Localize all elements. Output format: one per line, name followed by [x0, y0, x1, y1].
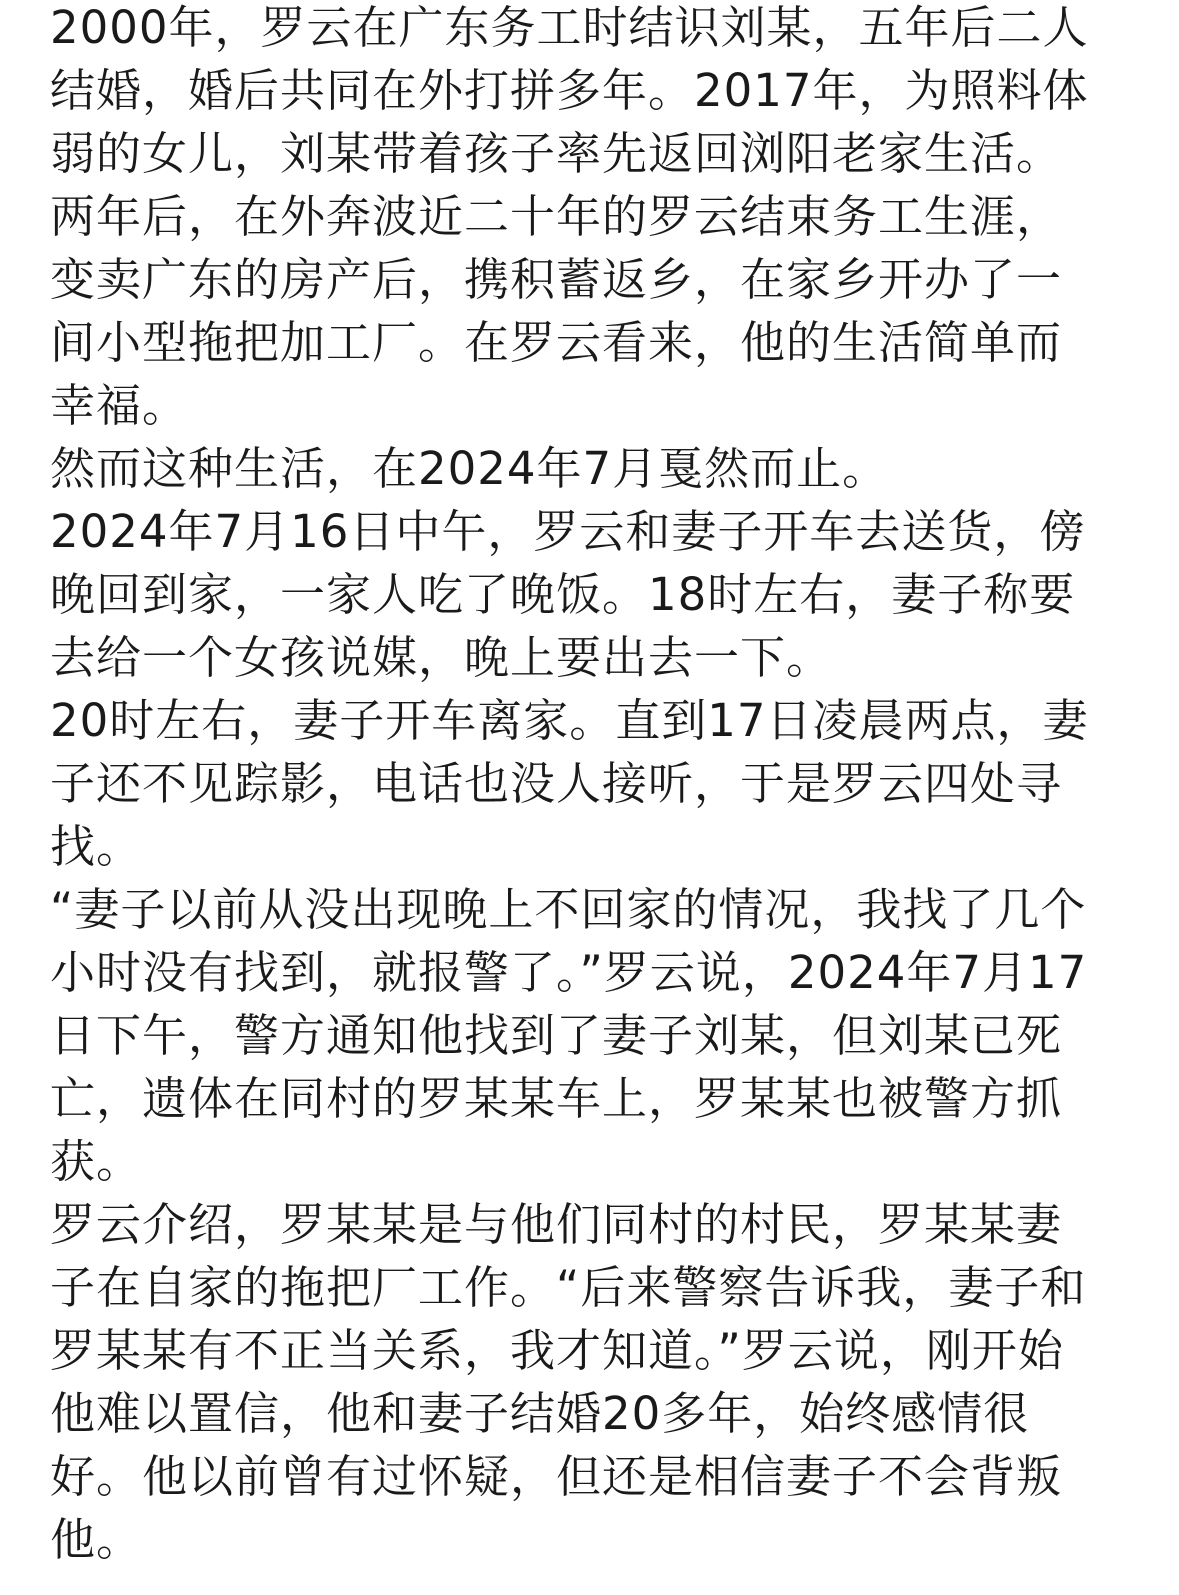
paragraph-july-16: 2024年7月16日中午，罗云和妻子开车去送货，傍 晚回到家，一家人吃了晚饭。18时左右，妻子称要 去给一个女孩说媒，晚上要出去一下。 — [50, 505, 1086, 684]
article-body — [50, 0, 1140, 1571]
paragraph-police-report: “妻子以前从没出现晚上不回家的情况，我找了几个 小时没有找到，就报警了。”罗云说，2024年7月17 日下午，警方通知他找到了妻子刘某，但刘某已死 亡，遗体在同村的罗某某车上，罗某某也被警方抓 获。 — [50, 883, 1088, 1188]
paragraph-affair-revealed: 罗云介绍，罗某某是与他们同村的村民，罗某某妻 子在自家的拖把厂工作。“后来警察告诉我，妻子和 罗某某有不正当关系，我才知道。”罗云说，刚开始 他难以置信，他和妻子结婚20多年，始终感情很 好。他以前曾有过怀疑，但还是相信妻子不会背叛 他。 — [50, 1198, 1087, 1566]
paragraph-turning-point: 然而这种生活，在2024年7月戛然而止。 — [50, 442, 889, 495]
paragraph-wife-missing: 20时左右，妻子开车离家。直到17日凌晨两点，妻 子还不见踪影，电话也没人接听，于是罗云四处寻 找。 — [50, 694, 1089, 873]
paragraph-background: 2000年，罗云在广东务工时结识刘某，五年后二人 结婚，婚后共同在外打拼多年。2017年，为照料体 弱的女儿，刘某带着孩子率先返回浏阳老家生活。 两年后，在外奔波近二十年的罗云结束务工生涯， 变卖广东的房产后，携积蓄返乡，在家乡开办了一 间小型拖把加工厂。在罗云看来，他的生活简单而 幸福。 — [50, 1, 1089, 432]
